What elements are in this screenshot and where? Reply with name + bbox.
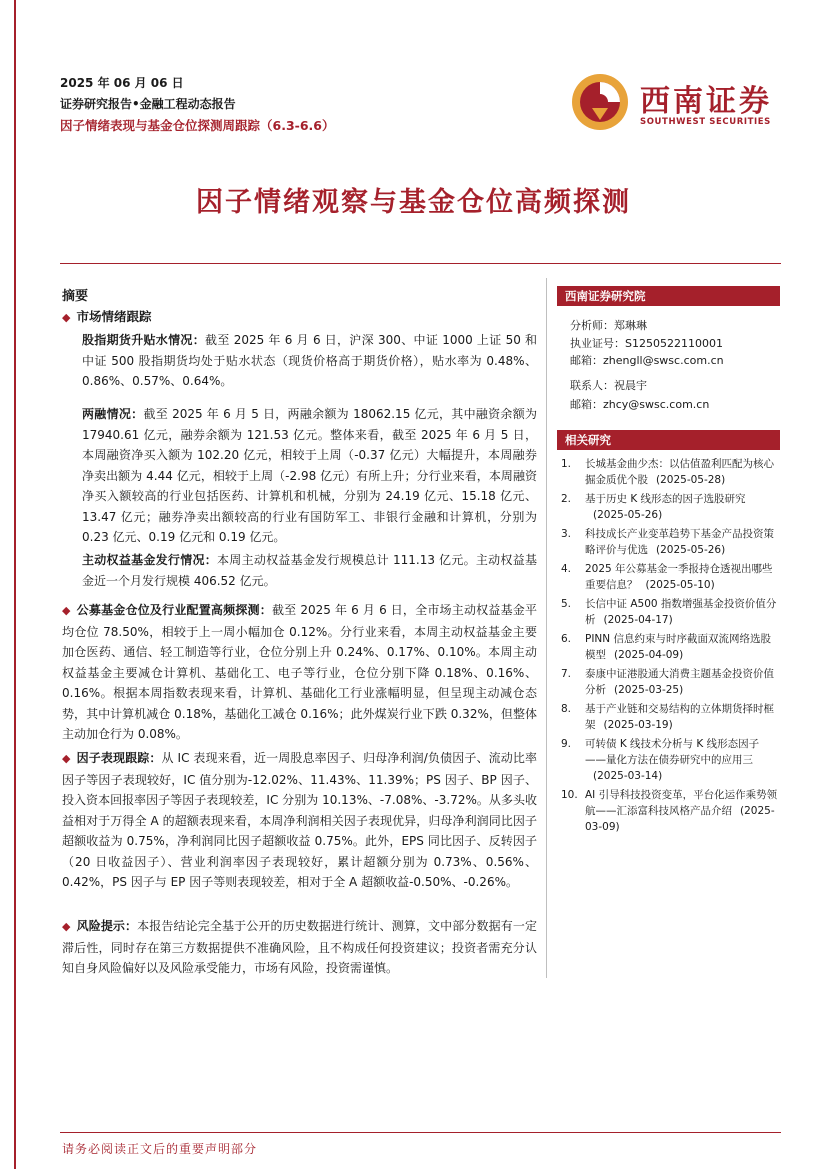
list-item[interactable]: 7. 泰康中证港股通大消费主题基金投资价值分析 (2025-03-25) — [561, 668, 774, 696]
futures-basis-paragraph — [82, 330, 537, 392]
bullet-triangle-icon: ◆ — [62, 604, 71, 617]
fund-position-lead: 公募基金仓位及行业配置高频探测： — [76, 603, 272, 617]
list-item[interactable]: 9. 可转债 K 线技术分析与 K 线形态因子——量化方法在债券研究中的应用三(2025-03-14) — [561, 738, 760, 782]
list-item[interactable]: 8. 基于产业链和交易结构的立体期货择时框架 (2025-03-19) — [561, 703, 774, 731]
summary-heading: 摘要 — [62, 289, 89, 304]
fund-position-paragraph — [62, 600, 537, 745]
fund-issuance-lead: 主动权益基金发行情况： — [82, 553, 218, 567]
factor-text: 从 IC 表现来看，近一周股息率因子、归母净利润/负债因子、流动比率因子等因子表现较好，IC 值分别为-12.02%、11.43%、11.39%；PS 因子、BP 因子、投入资本回报率因子等因子表现较差，IC 分别为 10.13%、-7.08%、-3.72%。从多头收益相对于万得全 A 的超额表现来看，本周净利润相关因子表现优异，归母净利润同比因子超额收益为 0.75%，净利润同比因子超额收益 0.75%。此外，EPS 同比因子、反转因子（20 日收益因子）、营业利润率因子表现较好，累计超额分别为 0.73%、0.56%、0.42%，PS 因子与 EP 因子等则表现较差，相对于全 A 超额收益-0.50%、-0.26%。 — [62, 751, 537, 889]
logo-english-name: SOUTHWEST SECURITIES — [640, 117, 771, 127]
analyst-cert: 执业证号：S1250522110001 — [570, 337, 723, 350]
left-accent-rule — [14, 0, 16, 1169]
column-divider — [546, 278, 547, 978]
related-research-header: 相关研究 — [557, 430, 780, 450]
factor-lead: 因子表现跟踪： — [76, 751, 162, 765]
list-item[interactable]: 10. AI 引导科技投资变革，平台化运作乘势领航——汇添富科技风格产品介绍 (2025-03-09) — [561, 789, 778, 833]
institute-header: 西南证券研究院 — [557, 286, 780, 306]
footer-disclaimer: 请务必阅读正文后的重要声明部分 — [62, 1142, 258, 1156]
list-item[interactable]: 6. PINN 信息约束与时序截面双流网络选股模型 (2025-04-09) — [561, 633, 771, 661]
footer-divider — [60, 1132, 781, 1133]
bullet-triangle-icon: ◆ — [62, 920, 71, 933]
market-section-heading — [62, 307, 151, 325]
risk-lead: 风险提示： — [76, 919, 138, 933]
logo-sun-icon — [570, 72, 630, 132]
futures-basis-lead: 股指期货升贴水情况： — [82, 333, 206, 347]
fund-position-text: 截至 2025 年 6 月 6 日，全市场主动权益基金平均仓位 78.50%，相较于上一周小幅加仓 0.12%。分行业来看，本周主动权益基金主要加仓医药、通信、轻工制造等行业，仓位分别上升 0.24%、0.17%、0.10%。本周主动权益基金主要减仓计算机、基础化工、电子等行业，仓位分别下降 0.18%、0.16%、0.16%。根据本周指数表现来看，计算机、基础化工行业涨幅明显，但呈现主动减仓态势，其中计算机减仓 0.18%，基础化工减仓 0.16%；此外煤炭行业下跌 0.32%，但整体主动加仓行为 0.08%。 — [62, 603, 537, 741]
margin-trading-lead: 两融情况： — [82, 407, 144, 421]
bullet-triangle-icon: ◆ — [62, 752, 71, 765]
futures-basis-text: 截至 2025 年 6 月 6 日，沪深 300、中证 1000 上证 50 和中证 500 股指期货均处于贴水状态（现货价格高于期货价格），贴水率为 0.48%、0.86%、0.57%、0.64%。 — [82, 333, 537, 388]
contact-email[interactable]: 邮箱：zhcy@swsc.com.cn — [570, 398, 710, 411]
factor-paragraph — [62, 748, 537, 893]
fund-issuance-paragraph — [82, 550, 537, 591]
risk-paragraph — [62, 916, 537, 979]
analyst-name: 分析师：郑琳琳 — [570, 319, 647, 332]
company-logo — [570, 72, 775, 134]
margin-trading-paragraph — [82, 404, 537, 548]
list-item[interactable]: 1. 长城基金曲少杰：以估值盈利匹配为核心掘金质优个股 (2025-05-28) — [561, 458, 774, 486]
page-title: 因子情绪观察与基金仓位高频探测 — [196, 187, 631, 218]
fund-issuance-text: 本周主动权益基金发行规模总计 111.13 亿元。主动权益基金近一个月发行规模 406.52 亿元。 — [82, 553, 537, 588]
report-series: 因子情绪表现与基金仓位探测周跟踪（6.3-6.6） — [60, 118, 335, 133]
list-item[interactable]: 4. 2025 年公募基金一季报持仓透视出哪些重要信息？ (2025-05-10) — [561, 563, 773, 591]
margin-trading-text: 截至 2025 年 6 月 5 日，两融余额为 18062.15 亿元，其中融资余额为 17940.61 亿元，融券余额为 121.53 亿元。整体来看，截至 2025 年 6 月 5 日，本周融资净买入额为 102.20 亿元，相较于上周（-0.37 亿元）大幅提升，本周融券净卖出额为 4.44 亿元，相较于上周（-2.98 亿元）有所上升；分行业来看，本周融资净买入额较高的行业包括医药、计算机和机械，分别为 24.19 亿元、15.18 亿元、13.47 亿元；融券净卖出额较高的行业有国防军工、非银行金融和计算机，分别为 0.23 亿元、0.19 亿元和 0.19 亿元。 — [82, 407, 537, 544]
list-item[interactable]: 5. 长信中证 A500 指数增强基金投资价值分析 (2025-04-17) — [561, 598, 777, 626]
list-item[interactable]: 3. 科技成长产业变革趋势下基金产品投资策略评价与优选 (2025-05-26) — [561, 528, 774, 556]
contact-name: 联系人：祝晨宇 — [570, 379, 647, 392]
market-heading-text: 市场情绪跟踪 — [76, 309, 152, 324]
logo-chinese-name: 西南证券 — [640, 84, 772, 119]
risk-text: 本报告结论完全基于公开的历史数据进行统计、测算，文中部分数据有一定滞后性，同时存在第三方数据提供不准确风险，且不构成任何投资建议；投资者需充分认知自身风险偏好以及风险承受能力，市场有风险，投资需谨慎。 — [62, 919, 537, 975]
analyst-email[interactable]: 邮箱：zhengll@swsc.com.cn — [570, 354, 724, 367]
report-type: 证券研究报告•金融工程动态报告 — [60, 97, 236, 111]
bullet-triangle-icon: ◆ — [62, 311, 71, 324]
title-divider — [60, 263, 781, 264]
report-date: 2025 年 06 月 06 日 — [60, 76, 184, 90]
related-research-list — [557, 456, 780, 838]
list-item[interactable]: 2. 基于历史 K 线形态的因子选股研究(2025-05-26) — [561, 493, 746, 521]
